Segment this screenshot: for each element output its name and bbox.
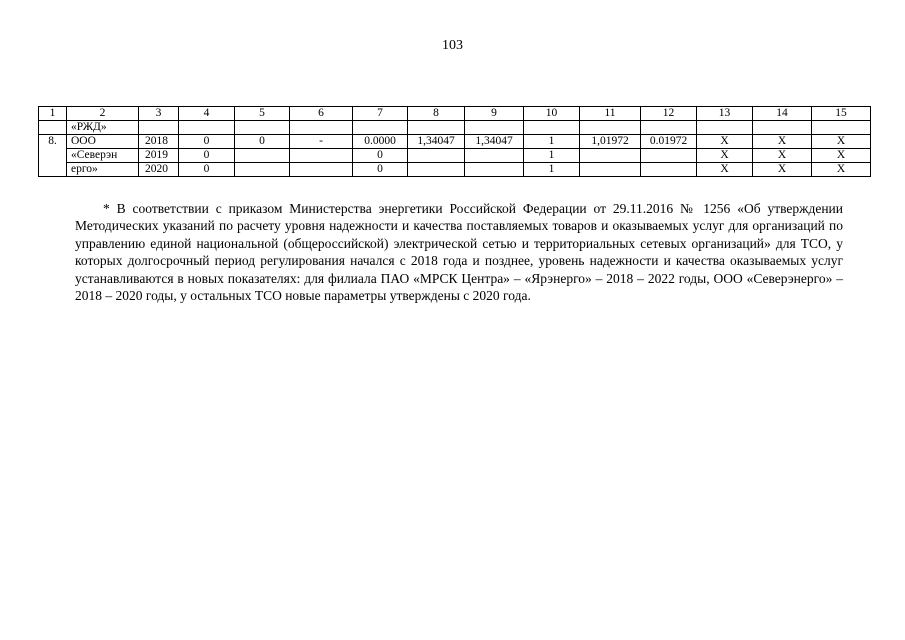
table-cell [812, 121, 871, 135]
table-cell: 0.01972 [641, 135, 697, 149]
header-cell: 12 [641, 107, 697, 121]
table-cell [641, 149, 697, 163]
table-cell: 0 [179, 135, 235, 149]
footnote-paragraph: * В соответствии с приказом Министерства энергетики Российской Федерации от 29.11.2016 № 1256 «Об утверждении Методических указаний по расчету уровня надежности и качества поставляемых товаров и оказываемых услуг для организаций по управлению единой национальной (общероссийской) электрической сетью и территориальных сетевых организаций» для ТСО, у которых долгосрочный период регулирования начался с 2018 года и позднее, уровень надежности и качества оказываемых услуг устанавливаются в новых показателях: для филиала ПАО «МРСК Центра» – «Ярэнерго» – 2018 – 2022 годы, ООО «Северэнерго» – 2018 – 2020 годы, у остальных ТСО новые параметры утверждены с 2020 года. [75, 201, 843, 304]
table-cell: 0 [353, 149, 408, 163]
header-cell: 4 [179, 107, 235, 121]
header-cell: 5 [235, 107, 290, 121]
table-row-2018 [39, 135, 871, 149]
table-cell [465, 149, 524, 163]
table-cell [465, 163, 524, 177]
table-cell [641, 163, 697, 177]
table-cell: 0 [235, 135, 290, 149]
table-cell: 2020 [139, 163, 179, 177]
table-cell: 1 [524, 135, 580, 149]
table-cell [697, 121, 753, 135]
table-cell: Х [812, 149, 871, 163]
table-cell: Х [697, 163, 753, 177]
table-cell: Х [697, 135, 753, 149]
table-cell [641, 121, 697, 135]
table-cell [408, 163, 465, 177]
page-number: 103 [442, 38, 463, 53]
table-cell: 1,34047 [465, 135, 524, 149]
table-cell: - [290, 135, 353, 149]
table-row-continuation [39, 121, 871, 135]
table-cell [524, 121, 580, 135]
table-cell: 0.0000 [353, 135, 408, 149]
header-cell: 3 [139, 107, 179, 121]
header-cell: 1 [39, 107, 67, 121]
table-cell [290, 149, 353, 163]
table-cell [465, 121, 524, 135]
table-cell [580, 163, 641, 177]
table-cell: 2018 [139, 135, 179, 149]
header-cell: 8 [408, 107, 465, 121]
data-table [38, 106, 871, 177]
org-name-line-2: «Северэн [67, 149, 139, 163]
table-cell [408, 149, 465, 163]
table-cell [290, 121, 353, 135]
table-cell: 1 [524, 149, 580, 163]
table-cell [179, 121, 235, 135]
table-cell [353, 121, 408, 135]
org-name-line-3: ерго» [67, 163, 139, 177]
table-cell: Х [812, 163, 871, 177]
org-name-continuation: «РЖД» [67, 121, 139, 135]
table-cell: Х [753, 135, 812, 149]
header-cell: 13 [697, 107, 753, 121]
header-cell: 10 [524, 107, 580, 121]
header-cell: 7 [353, 107, 408, 121]
table-cell: Х [812, 135, 871, 149]
table-cell: 2019 [139, 149, 179, 163]
table-cell [580, 149, 641, 163]
header-cell: 9 [465, 107, 524, 121]
table-cell [235, 163, 290, 177]
table-cell: 0 [353, 163, 408, 177]
table-cell [408, 121, 465, 135]
org-name-line-1: ООО [67, 135, 139, 149]
table-cell: 0 [179, 163, 235, 177]
table-cell: 1,01972 [580, 135, 641, 149]
header-cell: 6 [290, 107, 353, 121]
table-cell [235, 149, 290, 163]
table-cell: 0 [179, 149, 235, 163]
table-cell [139, 121, 179, 135]
table-cell [235, 121, 290, 135]
table-cell: 1,34047 [408, 135, 465, 149]
table-cell [580, 121, 641, 135]
table-cell: 1 [524, 163, 580, 177]
header-cell: 14 [753, 107, 812, 121]
table-cell [39, 121, 67, 135]
table-cell: Х [697, 149, 753, 163]
table-cell: Х [753, 149, 812, 163]
table-cell [290, 163, 353, 177]
table-row-2019 [39, 149, 871, 163]
table-row-2020 [39, 163, 871, 177]
table-cell: Х [753, 163, 812, 177]
table-header-row [39, 107, 871, 121]
entry-number: 8. [39, 135, 67, 177]
table-cell [753, 121, 812, 135]
header-cell: 11 [580, 107, 641, 121]
header-cell: 15 [812, 107, 871, 121]
header-cell: 2 [67, 107, 139, 121]
